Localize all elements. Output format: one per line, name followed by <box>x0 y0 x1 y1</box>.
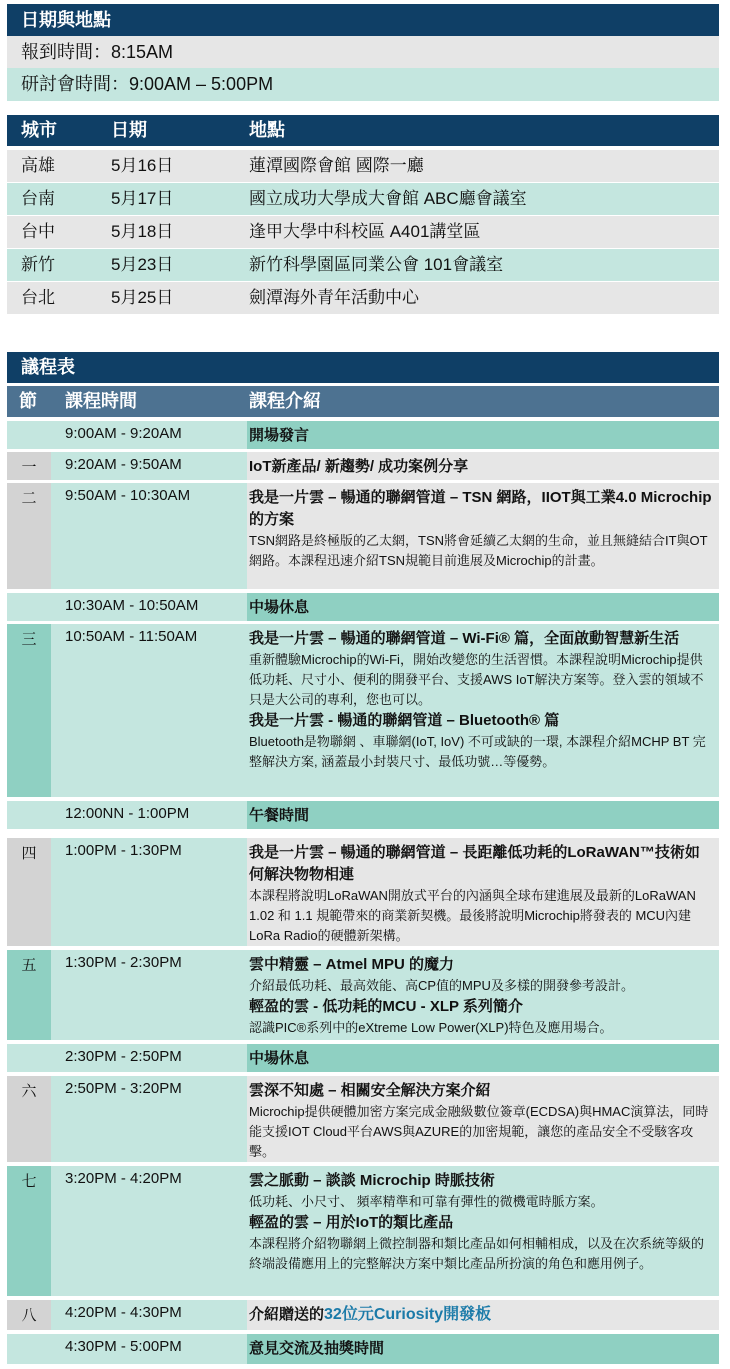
session-time: 4:20PM - 4:30PM <box>51 1300 247 1330</box>
agenda-row <box>7 950 719 1040</box>
agenda-row <box>7 801 719 829</box>
session-no: 二 <box>7 483 51 589</box>
agenda-row <box>7 624 719 797</box>
session-description: Microchip提供硬體加密方案完成金融級數位簽章(ECDSA)與HMAC演算法，同時能支援IOT Cloud平台AWS與AZURE的加密規範，讓您的產品安全不受駭客攻擊。 <box>249 1104 709 1159</box>
header-session: 節 <box>19 391 37 411</box>
session-time: 2:50PM - 3:20PM <box>51 1076 247 1162</box>
header-intro: 課程介紹 <box>249 391 321 411</box>
session-description: 低功耗、小尺寸、 頻率精準和可靠有彈性的微機電時脈方案。 <box>249 1194 604 1209</box>
session-no <box>7 1334 51 1364</box>
session-time: 3:20PM - 4:20PM <box>51 1166 247 1296</box>
session-time: 9:20AM - 9:50AM <box>51 452 247 480</box>
session-no: 三 <box>7 624 51 797</box>
agenda-title: 議程表 <box>7 352 719 383</box>
date-location-title: 日期與地點 <box>7 4 719 36</box>
date: 5月18日 <box>111 222 174 241</box>
date: 5月17日 <box>111 189 174 208</box>
agenda-row <box>7 1334 719 1364</box>
agenda-row <box>7 593 719 621</box>
session-time: 10:50AM - 11:50AM <box>51 624 247 797</box>
session-title: 我是一片雲 – 暢通的聯網管道 – Wi-Fi® 篇，全面啟動智慧新生活 <box>249 630 680 647</box>
checkin-time: 報到時間：8:15AM <box>7 36 719 68</box>
session-time: 4:30PM - 5:00PM <box>51 1334 247 1364</box>
session-subtitle: 輕盈的雲 - 低功耗的MCU - XLP 系列簡介 <box>249 998 523 1015</box>
session-subtitle: 輕盈的雲 – 用於IoT的類比產品 <box>249 1214 454 1231</box>
agenda-row <box>7 1166 719 1296</box>
city-row <box>7 249 719 281</box>
city-row <box>7 282 719 314</box>
session-description: 本課程將說明LoRaWAN開放式平台的內涵與全球布建進展及最新的LoRaWAN 1.02 和 1.1 規範帶來的商業新契機。最後將說明Microchip將發表的 MCU內建LoRa Radio的硬體新架構。 <box>249 888 696 943</box>
city: 新竹 <box>21 255 55 274</box>
header-time: 課程時間 <box>65 391 137 411</box>
agenda-row <box>7 1044 719 1072</box>
session-description: 重新體驗Microchip的Wi-Fi，開始改變您的生活習慣。本課程說明Microchip提供低功耗、尺寸小、便利的開發平台、支援AWS IoT解決方案等。登入雲的領域不只是大公司的專利，您也可以。 <box>249 652 704 707</box>
session-description: TSN網路是終極版的乙太網，TSN將會延續乙太網的生命，並且無縫結合IT與OT網路。本課程迅速介紹TSN規範目前進展及Microchip的計畫。 <box>249 533 708 568</box>
session-title: 雲之脈動 – 談談 Microchip 時脈技術 <box>249 1172 495 1189</box>
session-title: 雲中精靈 – Atmel MPU 的魔力 <box>249 956 455 973</box>
session-time: 9:00AM - 9:20AM <box>51 421 247 449</box>
session-subdescription: Bluetooth是物聯網 、車聯網(IoT, IoV) 不可或缺的一環, 本課程介紹MCHP BT 完整解決方案, 涵蓋最小封裝尺寸、最低功號…等優勢。 <box>249 734 706 769</box>
date: 5月16日 <box>111 156 174 175</box>
header-date: 日期 <box>111 120 147 140</box>
venue: 劍潭海外青年活動中心 <box>249 288 419 307</box>
session-time: 1:30PM - 2:30PM <box>51 950 247 1040</box>
city: 高雄 <box>21 156 55 175</box>
venue: 蓮潭國際會館 國際一廳 <box>249 156 424 175</box>
session-no <box>7 1044 51 1072</box>
agenda-row <box>7 452 719 480</box>
session-time: 2:30PM - 2:50PM <box>51 1044 247 1072</box>
venue: 新竹科學園區同業公會 101會議室 <box>249 255 504 274</box>
venue: 國立成功大學成大會館 ABC廳會議室 <box>249 189 527 208</box>
session-description: 介紹最低功耗、最高效能、高CP值的MPU及多樣的開發參考設計。 <box>249 978 634 993</box>
agenda-row <box>7 1300 719 1330</box>
session-time: 9:50AM - 10:30AM <box>51 483 247 589</box>
session-no: 六 <box>7 1076 51 1162</box>
session-time: 10:30AM - 10:50AM <box>51 593 247 621</box>
session-title: 我是一片雲 – 暢通的聯網管道 – TSN 網路，IIOT與工業4.0 Microchip 的方案 <box>249 489 712 528</box>
header-venue: 地點 <box>249 120 285 140</box>
agenda-row <box>7 421 719 449</box>
session-no: 四 <box>7 838 51 946</box>
curiosity-board-highlight: 32位元Curiosity開發板 <box>324 1306 492 1323</box>
session-subtitle: 我是一片雲 - 暢通的聯網管道 – Bluetooth® 篇 <box>249 712 560 729</box>
session-no <box>7 801 51 829</box>
session-title: 雲深不知處 – 相關安全解決方案介紹 <box>249 1082 491 1099</box>
city: 台中 <box>21 222 55 241</box>
agenda-row <box>7 483 719 589</box>
session-title: 中場休息 <box>249 1050 310 1067</box>
city-row <box>7 183 719 215</box>
agenda-row <box>7 1076 719 1162</box>
session-no <box>7 593 51 621</box>
session-title: 我是一片雲 – 暢通的聯網管道 – 長距離低功耗的LoRaWAN™技術如何解決物物相連 <box>249 844 700 883</box>
session-title: 意見交流及抽獎時間 <box>249 1340 385 1357</box>
session-no <box>7 421 51 449</box>
header-city: 城市 <box>21 120 57 140</box>
date: 5月23日 <box>111 255 174 274</box>
session-subdescription: 本課程將介紹物聯網上微控制器和類比產品如何相輔相成，以及在次系統等級的終端設備應用上的完整解決方案中類比產品所扮演的角色和應用例子。 <box>249 1236 705 1271</box>
session-subdescription: 認識PIC®系列中的eXtreme Low Power(XLP)特色及應用場合。 <box>249 1020 613 1035</box>
session-title: 介紹贈送的 <box>249 1306 325 1323</box>
session-title: 中場休息 <box>249 599 310 616</box>
session-no: 八 <box>7 1300 51 1330</box>
session-title: 午餐時間 <box>249 807 310 824</box>
session-no: 七 <box>7 1166 51 1296</box>
session-time: 12:00NN - 1:00PM <box>51 801 247 829</box>
agenda-row <box>7 838 719 946</box>
city-table-header <box>7 115 719 146</box>
session-title: IoT新產品/ 新趨勢/ 成功案例分享 <box>249 458 469 475</box>
session-title: 開場發言 <box>249 427 310 444</box>
date: 5月25日 <box>111 288 174 307</box>
session-no: 五 <box>7 950 51 1040</box>
seminar-time: 研討會時間：9:00AM – 5:00PM <box>7 68 719 101</box>
city: 台南 <box>21 189 55 208</box>
session-time: 1:00PM - 1:30PM <box>51 838 247 946</box>
venue: 逢甲大學中科校區 A401講堂區 <box>249 222 481 241</box>
city-row <box>7 150 719 182</box>
city: 台北 <box>21 288 55 307</box>
agenda-header <box>7 386 719 417</box>
session-no: 一 <box>7 452 51 480</box>
city-row <box>7 216 719 248</box>
